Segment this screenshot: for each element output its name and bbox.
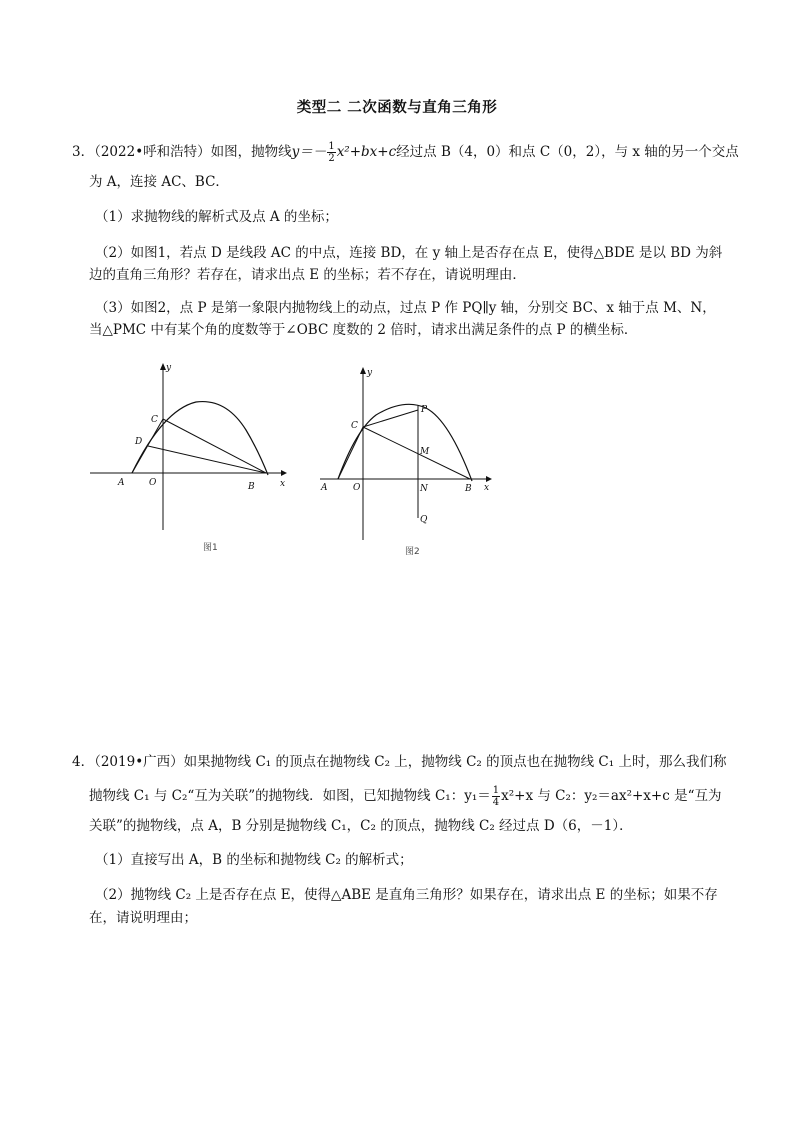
- page-title: 类型二 二次函数与直角三角形: [296, 100, 498, 116]
- y-axis-arrow: [360, 367, 366, 374]
- segment-ac: [338, 427, 363, 479]
- fraction-denominator: 2: [328, 153, 335, 164]
- label-d: D: [135, 437, 143, 447]
- problem-3-question-2-line-1: （2）如图1，若点 D 是线段 AC 的中点，连接 BD，在 y 轴上是否存在点 E，使得△BDE 是以 BD 为斜: [95, 245, 723, 261]
- label-p: P: [421, 405, 428, 415]
- fraction-numerator: 1: [492, 785, 500, 796]
- x-axis-arrow: [281, 470, 287, 476]
- label-b: B: [465, 484, 472, 494]
- problem-3-question-3-line-2: 当△PMC 中有某个角的度数等于∠OBC 度数的 2 倍时，请求出满足条件的点 P 的横坐标．: [89, 322, 638, 338]
- label-c: C: [151, 415, 158, 425]
- problem-3-line-2: 为 A，连接 AC、BC．: [89, 174, 229, 190]
- label-x: x: [484, 483, 490, 493]
- problem-4-line-2: [89, 785, 722, 808]
- segment-db: [148, 446, 266, 473]
- label-a: A: [321, 483, 328, 493]
- problem-3-formula-prefix: y＝－: [291, 144, 327, 160]
- problem-4-question-2-line-1: （2）抛物线 C₂ 上是否存在点 E，使得△ABE 是直角三角形？如果存在，请求出点 E 的坐标；如果不存: [95, 887, 718, 903]
- problem-3-line-1: [72, 141, 739, 164]
- figure-2-diagram: [316, 360, 506, 545]
- label-y: y: [166, 363, 172, 373]
- figure-2-caption: 图2: [405, 547, 420, 557]
- problem-3-question-2-line-2: 边的直角三角形？若存在，请求出点 E 的坐标；若不存在，请说明理由．: [89, 267, 526, 283]
- label-x: x: [280, 479, 286, 489]
- fraction-denominator: 4: [492, 797, 500, 808]
- label-o: O: [149, 478, 157, 488]
- problem-4-line-2-pre: 抛物线 C₁ 与 C₂“互为关联”的抛物线．如图，已知抛物线 C₁：y₁＝: [89, 788, 491, 804]
- problem-4-line-1: 4．（2019•广西）如果抛物线 C₁ 的顶点在抛物线 C₂ 上，抛物线 C₂ 的顶点也在抛物线 C₁ 上时，那么我们称: [72, 754, 727, 770]
- segment-cb: [163, 419, 266, 473]
- problem-4-fraction: [492, 785, 500, 808]
- problem-4-line-2-post: x²+x 与 C₂：y₂＝ax²+x+c 是“互为: [501, 788, 722, 804]
- label-a: A: [118, 478, 125, 488]
- problem-3-lead: 3．（2022•呼和浩特）如图，抛物线: [72, 144, 292, 160]
- label-c: C: [351, 421, 358, 431]
- fraction-numerator: 1: [328, 141, 335, 152]
- label-b: B: [248, 482, 255, 492]
- label-y: y: [367, 368, 373, 378]
- problem-4-line-3: 关联”的抛物线，点 A，B 分别是抛物线 C₁，C₂ 的顶点，抛物线 C₂ 经过点 D（6，－1）．: [89, 818, 633, 834]
- problem-4-question-1: （1）直接写出 A，B 的坐标和抛物线 C₂ 的解析式；: [95, 852, 413, 868]
- label-q: Q: [420, 515, 428, 525]
- problem-3-after-formula: 经过点 B（4，0）和点 C（0，2），与 x 轴的另一个交点: [396, 144, 739, 160]
- label-m: M: [420, 447, 430, 457]
- problem-3-question-1: （1）求抛物线的解析式及点 A 的坐标；: [95, 209, 338, 225]
- label-n: N: [420, 484, 428, 494]
- problem-3-formula-suffix: x²+bx+c: [336, 144, 397, 160]
- problem-3-question-3-line-1: （3）如图2，点 P 是第一象限内抛物线上的动点，过点 P 作 PQ∥y 轴，分别交 BC、x 轴于点 M、N，: [95, 300, 716, 316]
- problem-3-fraction: [327, 141, 335, 164]
- problem-4-question-2-line-2: 在，请说明理由；: [89, 910, 197, 926]
- figure-1-caption: 图1: [203, 543, 218, 553]
- x-axis-arrow: [486, 476, 492, 482]
- segment-cb: [363, 427, 470, 479]
- parabola-curve: [338, 404, 472, 481]
- figure-1-diagram: [86, 360, 296, 535]
- label-o: O: [353, 483, 361, 493]
